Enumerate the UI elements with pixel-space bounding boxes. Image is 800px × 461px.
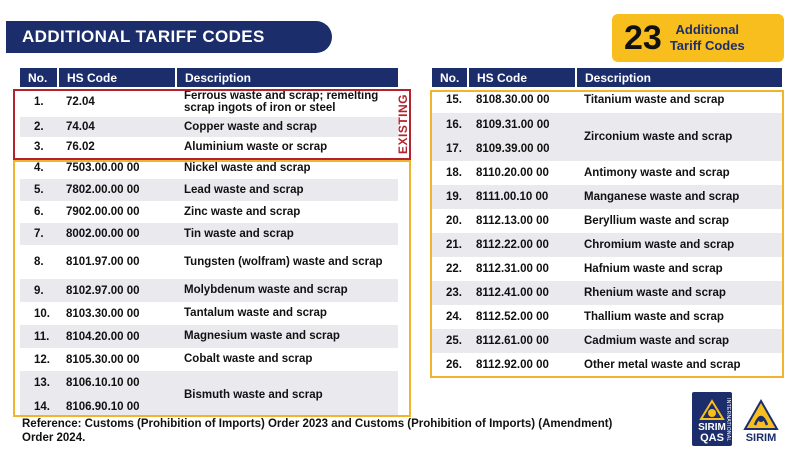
- right-tariff-table: [432, 68, 782, 377]
- column-header-hs-code: HS Code: [58, 68, 176, 87]
- row-number: 9.: [20, 279, 58, 302]
- row-number: 21.: [432, 233, 468, 257]
- row-description: Nickel waste and scrap: [176, 157, 398, 179]
- table-row: [20, 325, 398, 348]
- table-row: [432, 353, 782, 377]
- table-row: [20, 302, 398, 325]
- table-row: [20, 157, 398, 179]
- row-description: Lead waste and scrap: [176, 179, 398, 201]
- table-row: [20, 201, 398, 223]
- row-hs-code: 7802.00.00 00: [58, 179, 176, 201]
- count-label-line1: Additional: [675, 22, 740, 38]
- reference-note: Reference: Customs (Prohibition of Imports) Order 2023 and Customs (Prohibition of Imports) (Amendment) Order 2024.: [22, 418, 613, 444]
- row-description: Manganese waste and scrap: [576, 185, 782, 209]
- row-number: 5.: [20, 179, 58, 201]
- row-hs-code: 8112.31.00 00: [468, 257, 576, 281]
- row-hs-code: 8103.30.00 00: [58, 302, 176, 325]
- row-description: Beryllium waste and scrap: [576, 209, 782, 233]
- column-header-description: Description: [176, 68, 398, 87]
- row-hs-code: 8105.30.00 00: [58, 348, 176, 371]
- row-number: 15.: [432, 87, 468, 113]
- table-row: [432, 161, 782, 185]
- sirim-qas-logo: [692, 392, 732, 446]
- row-hs-code: 8110.20.00 00: [468, 161, 576, 185]
- table-row: [432, 185, 782, 209]
- row-number: 16.: [432, 113, 468, 137]
- row-number: 11.: [20, 325, 58, 348]
- row-number: 2.: [20, 117, 58, 137]
- sirim-qas-emblem-icon: [697, 399, 727, 423]
- row-description: Molybdenum waste and scrap: [176, 279, 398, 302]
- existing-label: EXISTING: [396, 94, 410, 155]
- page-title: ADDITIONAL TARIFF CODES: [22, 27, 265, 46]
- row-hs-code: 8109.31.00 00: [468, 113, 576, 137]
- table-row: [20, 137, 398, 157]
- table-row: [432, 87, 782, 113]
- row-hs-code: 8108.30.00 00: [468, 87, 576, 113]
- table-row: [20, 279, 398, 302]
- row-description: Cobalt waste and scrap: [176, 348, 398, 371]
- row-number: 4.: [20, 157, 58, 179]
- row-description: Zirconium waste and scrap: [576, 113, 782, 161]
- table-header-row: [432, 68, 782, 87]
- table-row: [20, 223, 398, 245]
- table-row: [432, 209, 782, 233]
- row-hs-code: 72.04: [58, 87, 176, 117]
- row-hs-code: 8112.22.00 00: [468, 233, 576, 257]
- row-number: 19.: [432, 185, 468, 209]
- table-header-row: [20, 68, 398, 87]
- row-description: Bismuth waste and scrap: [176, 371, 398, 416]
- row-description: Ferrous waste and scrap; remelting scrap ingots of iron or steel: [176, 87, 398, 117]
- row-description: Tantalum waste and scrap: [176, 302, 398, 325]
- column-header-no: No.: [20, 68, 58, 87]
- row-number: 8.: [20, 245, 58, 279]
- row-number: 17.: [432, 137, 468, 161]
- row-number: 18.: [432, 161, 468, 185]
- table-row: [20, 245, 398, 279]
- qas-international-text: INTERNATIONAL: [725, 398, 731, 442]
- row-description: Tungsten (wolfram) waste and scrap: [176, 245, 398, 279]
- table-row: [20, 117, 398, 137]
- row-number: 26.: [432, 353, 468, 377]
- row-description: Copper waste and scrap: [176, 117, 398, 137]
- row-description: Chromium waste and scrap: [576, 233, 782, 257]
- row-hs-code: 8109.39.00 00: [468, 137, 576, 161]
- column-header-description: Description: [576, 68, 782, 87]
- row-description: Hafnium waste and scrap: [576, 257, 782, 281]
- qas-logo-line2: QAS: [700, 432, 724, 444]
- count-number: 23: [624, 19, 662, 57]
- table-row: [432, 281, 782, 305]
- row-hs-code: 8112.61.00 00: [468, 329, 576, 353]
- table-row: [20, 87, 398, 117]
- column-header-hs-code: HS Code: [468, 68, 576, 87]
- row-hs-code: 8111.00.10 00: [468, 185, 576, 209]
- row-number: 22.: [432, 257, 468, 281]
- table-row: [432, 329, 782, 353]
- left-tariff-table: [20, 68, 398, 416]
- row-hs-code: 8106.90.10 00: [58, 395, 176, 416]
- row-number: 14.: [20, 395, 58, 416]
- sirim-logo: [738, 392, 784, 446]
- row-number: 20.: [432, 209, 468, 233]
- row-number: 1.: [20, 87, 58, 117]
- row-description: Antimony waste and scrap: [576, 161, 782, 185]
- row-description: Cadmium waste and scrap: [576, 329, 782, 353]
- table-row: [432, 257, 782, 281]
- row-hs-code: 7902.00.00 00: [58, 201, 176, 223]
- row-number: 6.: [20, 201, 58, 223]
- table-row: [432, 305, 782, 329]
- row-description: Zinc waste and scrap: [176, 201, 398, 223]
- row-description: Aluminium waste or scrap: [176, 137, 398, 157]
- table-row: [20, 179, 398, 201]
- row-number: 12.: [20, 348, 58, 371]
- table-row: [20, 348, 398, 371]
- table-row: [432, 113, 782, 137]
- row-hs-code: 8112.92.00 00: [468, 353, 576, 377]
- row-hs-code: 8102.97.00 00: [58, 279, 176, 302]
- row-number: 23.: [432, 281, 468, 305]
- row-hs-code: 8106.10.10 00: [58, 371, 176, 395]
- row-hs-code: 8112.13.00 00: [468, 209, 576, 233]
- row-number: 3.: [20, 137, 58, 157]
- row-hs-code: 8101.97.00 00: [58, 245, 176, 279]
- row-description: Magnesium waste and scrap: [176, 325, 398, 348]
- count-label-line2: Tariff Codes: [669, 38, 745, 53]
- qas-logo-line1: SIRIM: [698, 422, 726, 433]
- row-hs-code: 8002.00.00 00: [58, 223, 176, 245]
- table-row: [20, 371, 398, 395]
- row-hs-code: 8112.41.00 00: [468, 281, 576, 305]
- row-number: 7.: [20, 223, 58, 245]
- column-header-no: No.: [432, 68, 468, 87]
- row-number: 25.: [432, 329, 468, 353]
- row-description: Rhenium waste and scrap: [576, 281, 782, 305]
- row-hs-code: 74.04: [58, 117, 176, 137]
- row-description: Titanium waste and scrap: [576, 87, 782, 113]
- sirim-emblem-icon: [741, 399, 781, 433]
- row-hs-code: 7503.00.00 00: [58, 157, 176, 179]
- row-description: Tin waste and scrap: [176, 223, 398, 245]
- table-row: [432, 233, 782, 257]
- row-description: Other metal waste and scrap: [576, 353, 782, 377]
- row-hs-code: 8104.20.00 00: [58, 325, 176, 348]
- row-number: 13.: [20, 371, 58, 395]
- row-number: 10.: [20, 302, 58, 325]
- sirim-logo-text: SIRIM: [745, 432, 777, 444]
- row-hs-code: 76.02: [58, 137, 176, 157]
- row-number: 24.: [432, 305, 468, 329]
- row-hs-code: 8112.52.00 00: [468, 305, 576, 329]
- row-description: Thallium waste and scrap: [576, 305, 782, 329]
